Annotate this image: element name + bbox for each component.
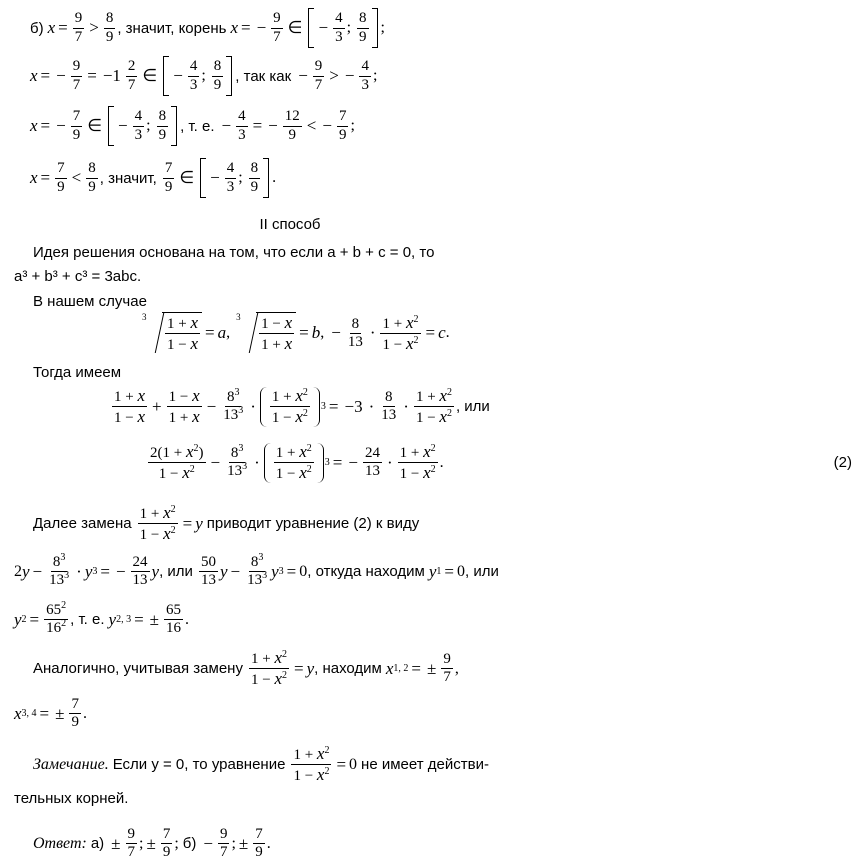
fraction: $\frac{9}{7}$ (443, 651, 451, 686)
text: , значит, корень (117, 19, 227, 37)
fraction: $\frac{1 + x^2}{1 - x^2}$ (382, 312, 419, 353)
fraction: $\frac{8}{9}$ (213, 58, 222, 93)
equation-2: $\frac{2(1 + x^2)}{1 - x^2}$ − $\frac{8^3}{13^3}$ · $\frac{1 + x^2}{1 - x^2}$ 3 = − $\frac{24}{13}$ · $\frac{1 + x^2}{1 - x^2}$ . (2) (150, 442, 852, 483)
line-4: x = $\frac{7}{9}$ < $\frac{8}{9}$ , значит, $\frac{7}{9}$ ∈ − $\frac{4}{3}$ ; $\frac{8}{9}$ . (30, 158, 610, 198)
fraction: $\frac{7}{9}$ (72, 108, 81, 143)
fraction: $\frac{12}{9}$ (284, 108, 300, 143)
remark-label: Замечание. (33, 755, 109, 773)
equation-1: $\frac{1 + x}{1 - x}$ + $\frac{1 - x}{1 + x}$ − $\frac{8^3}{13^3}$ · $\frac{1 + x^2}{1 - x^2}$ 3 = −3 · $\frac{8}{13}$ · $\frac{1 + x^2}{1 - x^2}$ , или (114, 386, 490, 427)
text: , откуда находим (307, 563, 425, 581)
left-bracket (200, 158, 206, 198)
fraction: $\frac{9}{7}$ (127, 826, 136, 861)
fraction: $\frac{9}{7}$ (273, 10, 281, 45)
fraction: $\frac{4}{3}$ (361, 58, 369, 93)
fraction: $\frac{9}{7}$ (314, 58, 323, 93)
fraction: $\frac{65}{16}$ (166, 602, 182, 637)
line-x34: x 3, 4 = ± $\frac{7}{9}$ . (14, 696, 87, 731)
text: , или (159, 563, 193, 581)
left-bracket (108, 106, 114, 146)
fraction: $\frac{8}{9}$ (158, 108, 167, 143)
answer: Ответ: а) ± $\frac{9}{7}$ ; ± $\frac{7}{9}$ ; б) − $\frac{9}{7}$ ; ± $\frac{7}{9}$ . (33, 826, 271, 861)
fraction: $\frac{4}{3}$ (238, 108, 246, 143)
fraction: $\frac{9}{7}$ (219, 826, 228, 861)
punct: ; (350, 117, 355, 134)
paragraph-2: В нашем случае (33, 293, 147, 310)
cube-root: 3 $\frac{1 + x}{1 - x}$ (152, 312, 202, 355)
fraction: $\frac{9}{7}$ (72, 58, 81, 93)
text: а) (90, 835, 105, 853)
text: Если y = 0, то уравнение (112, 756, 286, 774)
fraction: $\frac{1 + x^2}{1 - x^2}$ (250, 648, 287, 689)
fraction: $\frac{24}{13}$ (132, 554, 148, 589)
line-2: x = − $\frac{9}{7}$ = −1 $\frac{2}{7}$ ∈ − $\frac{4}{3}$ ; $\frac{8}{9}$ , так как − $\frac{9}{7}$ > − $\frac{4}{3}$ ; (30, 56, 610, 96)
fraction: $\frac{7}{9}$ (255, 826, 263, 861)
fraction: $\frac{2(1 + x^2)}{1 - x^2}$ (150, 442, 204, 483)
text: , значит, (99, 169, 157, 187)
fraction: $\frac{2}{7}$ (127, 58, 136, 93)
var-x: x (47, 18, 56, 37)
fraction: $\frac{50}{13}$ (200, 554, 216, 589)
fraction: $\frac{8}{13}$ (347, 315, 363, 350)
fraction: $\frac{8}{9}$ (359, 10, 367, 45)
text: , или (455, 398, 490, 416)
left-bracket (163, 56, 169, 96)
equation-number: (2) (833, 454, 852, 472)
paragraph-3: Тогда имеем (33, 364, 122, 381)
fraction: $\frac{7}{9}$ (162, 826, 171, 861)
right-bracket (226, 56, 232, 96)
cube-root: 3 $\frac{1 - x}{1 + x}$ (246, 312, 296, 355)
right-bracket (263, 158, 269, 198)
fraction: $\frac{1 + x^2}{1 - x^2}$ (275, 442, 312, 483)
text: приводит уравнение (2) к виду (206, 515, 420, 533)
fraction: $\frac{8^3}{13^3}$ (49, 552, 70, 589)
fraction: $\frac{7}{9}$ (338, 108, 347, 143)
fraction: $\frac{7}{9}$ (57, 160, 65, 195)
fraction: $\frac{8^3}{13^3}$ (223, 387, 244, 424)
fraction: $\frac{8}{9}$ (105, 10, 114, 45)
right-bracket (171, 106, 177, 146)
fraction: $\frac{1 + x^2}{1 - x^2}$ (139, 503, 176, 544)
text: б) (182, 835, 197, 853)
fraction: $\frac{1 - x}{1 + x}$ (168, 386, 200, 427)
fraction: $\frac{8^3}{13^3}$ (247, 552, 268, 589)
text: , или (465, 563, 499, 581)
fraction: $\frac{8}{9}$ (88, 160, 96, 195)
fraction: $\frac{4}{3}$ (226, 160, 235, 195)
fraction: $\frac{8}{9}$ (250, 160, 259, 195)
item-label-b: б) (30, 19, 44, 37)
answer-label: Ответ: (33, 834, 87, 852)
fraction: $\frac{4}{3}$ (134, 108, 143, 143)
section-heading: II способ (259, 216, 321, 233)
fraction: $\frac{1 + x^2}{1 - x^2}$ (399, 442, 436, 483)
text: , т. е. (70, 611, 105, 629)
text: Далее замена (33, 515, 132, 533)
substitution-line: 3 $\frac{1 + x}{1 - x}$ = a , 3 $\frac{1 - x}{1 + x}$ = b , − $\frac{8}{13}$ · $\frac{1 + x^2}{1 - x^2}$ = c . (142, 312, 450, 354)
text: , т. е. (180, 117, 215, 135)
punct: . (272, 169, 277, 186)
text: Аналогично, учитывая замену (33, 660, 243, 678)
fraction: $\frac{7}{9}$ (71, 696, 79, 731)
fraction: $\frac{7}{9}$ (164, 160, 173, 195)
fraction: $\frac{4}{3}$ (189, 58, 198, 93)
paragraph-1b: a³ + b³ + c³ = 3abc. (14, 268, 142, 285)
line-3: x = − $\frac{7}{9}$ ∈ − $\frac{4}{3}$ ; $\frac{8}{9}$ , т. е. − $\frac{4}{3}$ = − $\frac{12}{9}$ < − $\frac{7}{9}$ ; (30, 106, 610, 146)
line-1: б) x = $\frac{9}{7}$ > $\frac{8}{9}$ , значит, корень x = − $\frac{9}{7}$ ∈ − $\frac{4}{3}$ ; $\frac{8}{9}$ ; (30, 8, 610, 48)
text: , находим (314, 660, 382, 678)
fraction: $\frac{8^3}{13^3}$ (227, 443, 248, 480)
paragraph-5: Аналогично, учитывая замену $\frac{1 + x^2}{1 - x^2}$ = y , находим x 1, 2 = ± $\frac{9}{7}$ , (33, 648, 459, 689)
fraction: $\frac{24}{13}$ (364, 445, 380, 480)
paragraph-1a: Идея решения основана на том, что если a + b + c = 0, то (33, 244, 435, 261)
fraction: $\frac{1 + x^2}{1 - x^2}$ (293, 744, 330, 785)
text: , так как (235, 67, 292, 85)
left-bracket (308, 8, 314, 48)
fraction: $\frac{1 + x}{1 - x}$ (114, 386, 146, 427)
line-y-equation: 2 y − $\frac{8^3}{13^3}$ · y 3 = − $\frac{24}{13}$ y , или $\frac{50}{13}$ y − $\frac{8^3}{13^3}$ y 3 = 0 , откуда находим y 1 = 0 , или (14, 552, 499, 589)
fraction: $\frac{65^2}{16^2}$ (46, 600, 67, 637)
remark-continuation: тельных корней. (14, 790, 129, 807)
paragraph-4: Далее замена $\frac{1 + x^2}{1 - x^2}$ = y приводит уравнение (2) к виду (33, 503, 420, 544)
punct: ; (380, 19, 385, 36)
line-y-solution: y 2 = $\frac{65^2}{16^2}$ , т. е. y 2, 3 = ± $\frac{65}{16}$ . (14, 600, 190, 637)
remark: Замечание. Если y = 0, то уравнение $\frac{1 + x^2}{1 - x^2}$ = 0 не имеет действи- (33, 744, 489, 785)
fraction: $\frac{8}{13}$ (381, 389, 397, 424)
punct: ; (372, 67, 378, 84)
fraction: $\frac{9}{7}$ (74, 10, 83, 45)
fraction: $\frac{4}{3}$ (335, 10, 343, 45)
fraction: $\frac{1 + x^2}{1 - x^2}$ (415, 386, 452, 427)
right-bracket (372, 8, 378, 48)
text: не имеет действи- (361, 756, 489, 774)
fraction: $\frac{1 + x^2}{1 - x^2}$ (271, 386, 308, 427)
